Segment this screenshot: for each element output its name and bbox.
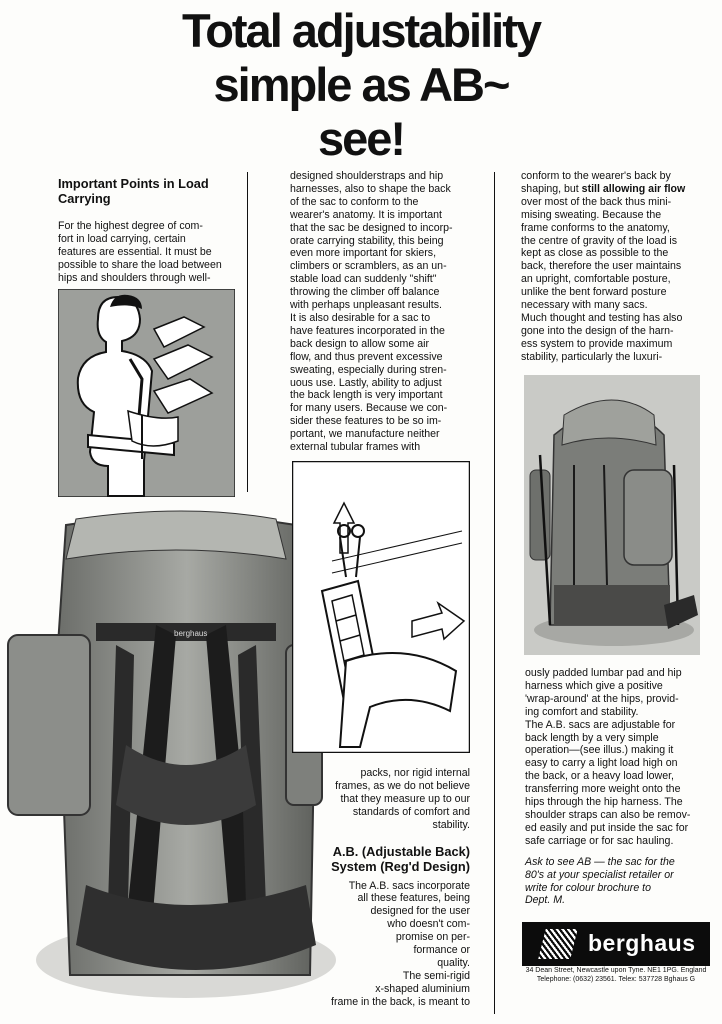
body-line: stable load can suddenly "shift" — [290, 273, 437, 286]
body-line: throwing the climber off balance — [290, 286, 440, 299]
body-line: ed easily and put inside the sac for — [525, 821, 689, 834]
call-to-action-line: Dept. M. — [525, 894, 566, 907]
section-heading-ab-system-2: System (Reg'd Design) — [331, 858, 470, 874]
body-line: frame in the back, is meant to — [331, 995, 470, 1008]
body-line: uous use. Lastly, ability to adjust — [290, 376, 442, 389]
body-line: The A.B. sacs are adjustable for — [525, 718, 676, 731]
call-to-action-line: write for colour brochure to — [525, 881, 652, 894]
body-line: designed for the user — [370, 905, 470, 918]
harness-figure-illustration — [58, 289, 235, 497]
body-line: standards of comfort and — [352, 805, 470, 818]
body-line: external tubular frames with — [290, 441, 421, 454]
body-line: Much thought and testing has also — [521, 311, 683, 324]
body-line: The A.B. sacs incorporate — [348, 879, 470, 892]
body-line: orate carrying stability, this being — [290, 234, 444, 247]
headline — [0, 4, 722, 166]
body-line: 'wrap-around' at the hips, provid- — [525, 692, 679, 705]
body-line: of the sac to conform to the — [290, 195, 419, 208]
body-line: stability, particularly the luxuri- — [521, 350, 663, 363]
body-line: quality. — [437, 956, 470, 969]
body-line: safe carriage or for sac hauling. — [525, 834, 674, 847]
body-line: back length by a very simple — [525, 731, 659, 744]
section-heading-ab-system-1: A.B. (Adjustable Back) — [332, 843, 470, 859]
body-line: ously padded lumbar pad and hip — [525, 667, 682, 679]
company-address — [512, 966, 720, 984]
body-line: It is also desirable for a sac to — [290, 311, 431, 324]
back-adjustment-diagram — [292, 461, 470, 753]
body-line: transferring more weight onto the — [525, 783, 681, 796]
body-line: designed shoulderstraps and hip — [290, 170, 444, 182]
body-line: even more important for skiers, — [290, 247, 437, 260]
body-line: easy to carry a light load high on — [525, 757, 678, 770]
body-line: possible to share the load between — [58, 258, 222, 271]
body-line: back, therefore the user maintains — [521, 260, 682, 273]
call-to-action-line: Ask to see AB — the sac for the — [525, 855, 675, 868]
headline-line-3: see! — [317, 112, 405, 165]
body-line: stability. — [432, 818, 470, 831]
body-line: all these features, being — [357, 892, 470, 905]
body-line: necessary with many sacs. — [521, 299, 648, 312]
body-line: sweating, especially during stren- — [290, 363, 447, 376]
backpack-photo-small — [524, 375, 700, 655]
column-rule-left — [247, 172, 248, 492]
emphasis-text: still allowing air flow — [581, 182, 686, 195]
body-line: the back, or a heavy load lower, — [525, 770, 674, 783]
body-line: portant, we manufacture neither — [290, 428, 440, 441]
body-line: packs, nor rigid internal — [360, 767, 470, 779]
body-line: wearer's anatomy. It is important — [290, 208, 442, 221]
body-line: harnesses, also to shape the back — [290, 182, 451, 195]
body-line: for many users. Because we con- — [290, 402, 448, 415]
body-line: conform to the wearer's back by — [521, 170, 671, 182]
body-line: climbers or scramblers, as an un- — [290, 260, 447, 273]
body-line: unlike the bent forward posture — [521, 286, 667, 299]
body-line: frames, as we do not believe — [335, 779, 470, 792]
body-line: flow, and thus prevent excessive — [290, 350, 443, 363]
call-to-action-line: 80's at your specialist retailer or — [525, 868, 674, 881]
body-line: The semi-rigid — [402, 969, 470, 982]
body-line — [521, 183, 717, 196]
body-line: x-shaped aluminium — [375, 982, 470, 995]
body-line: frame conforms to the anatomy, — [521, 221, 670, 234]
logo-mark-icon — [538, 929, 577, 959]
body-line: back design to allow some air — [290, 337, 429, 350]
telephone-line: Telephone: (0632) 23561. Telex: 537728 Bghaus G — [536, 976, 696, 983]
body-line: have features incorporated in the — [290, 324, 445, 337]
body-line: the back length is very important — [290, 389, 443, 402]
headline-line-2: simple as AB~ — [213, 58, 509, 111]
column-rule-right — [494, 172, 495, 1014]
berghaus-logo — [522, 922, 710, 966]
body-line: the centre of gravity of the load is — [521, 234, 678, 247]
section-heading-load-carrying: Important Points in Load Carrying — [58, 176, 209, 206]
body-line: operation—(see illus.) making it — [525, 744, 674, 757]
body-line: kept as close as possible to the — [521, 247, 669, 260]
body-line: sider these features to be so im- — [290, 415, 442, 428]
column-2-text-top — [290, 170, 485, 454]
body-line: hips and shoulders through well- — [58, 271, 211, 284]
body-line: For the highest degree of com- — [58, 220, 203, 232]
body-line: hips through the hip harness. The — [525, 796, 683, 809]
body-line: who doesn't com- — [387, 918, 470, 931]
address-line: 34 Dean Street, Newcastle upon Tyne. NE1 1PG. England — [525, 967, 707, 974]
body-line: ess system to provide maximum — [521, 337, 673, 350]
body-line: that the sac be designed to incorp- — [290, 221, 453, 234]
body-line: with perhaps unpleasant results. — [290, 299, 442, 312]
body-line: mising sweating. Because the — [521, 208, 662, 221]
body-line: ing comfort and stability. — [525, 705, 639, 718]
pack-brand-label: berghaus — [174, 629, 208, 638]
body-text: shaping, but — [521, 182, 582, 195]
body-line: features are essential. It must be — [58, 245, 212, 258]
column-2-text-bottom — [300, 767, 470, 1009]
body-line: that they measure up to our — [340, 792, 470, 805]
column-1-text — [58, 176, 240, 285]
column-3-text-top — [521, 170, 717, 364]
column-3-text-bottom — [525, 667, 717, 907]
logo-wordmark: berghaus — [588, 930, 696, 956]
body-line: harness which give a positive — [525, 679, 663, 692]
body-line: gone into the design of the harn- — [521, 324, 674, 337]
body-line: an upright, comfortable posture, — [521, 273, 671, 286]
body-line: formance or — [413, 944, 470, 957]
headline-line-1: Total adjustability — [181, 4, 541, 57]
body-line: promise on per- — [395, 931, 470, 944]
body-line: fort in load carrying, certain — [58, 232, 186, 245]
body-line: over most of the back thus mini- — [521, 195, 672, 208]
body-line: shoulder straps can also be remov- — [525, 808, 691, 821]
